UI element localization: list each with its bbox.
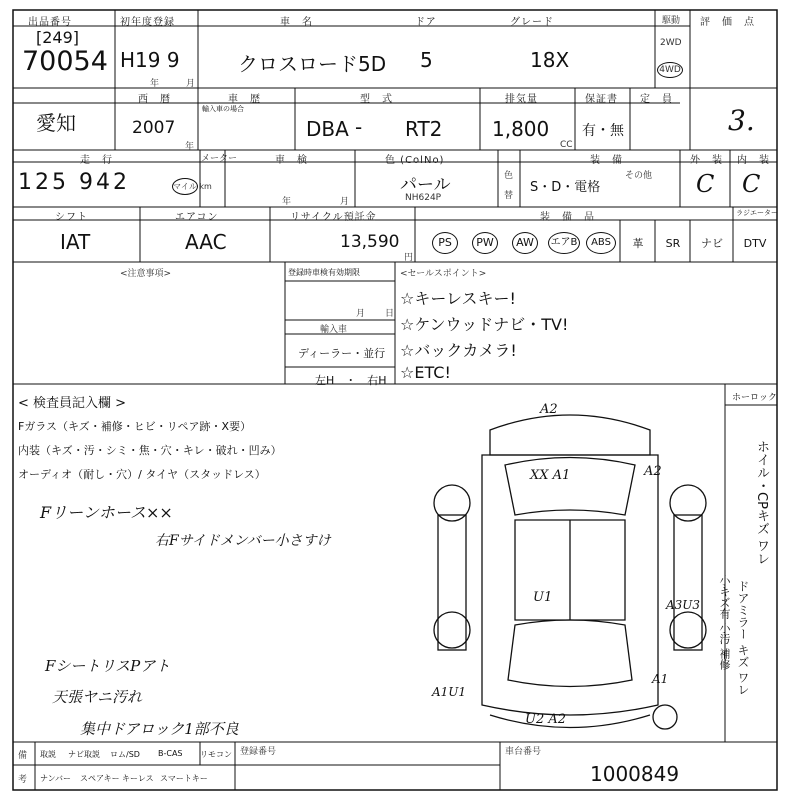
month-unit: 月 <box>186 79 196 89</box>
inspection-nen: 年 <box>282 197 292 207</box>
feature-pw: PW <box>468 226 502 260</box>
hand-note-4: 天張ヤニ汚れ <box>52 688 143 706</box>
feature-aw: AW <box>508 226 542 260</box>
inspection-tsuki: 月 <box>340 197 350 207</box>
inspector-title: < 検査員記入欄 > <box>18 396 127 411</box>
insp-day: 日 <box>385 309 395 319</box>
mark-roof: U1 <box>533 590 553 605</box>
ac-value: AAC <box>185 230 227 254</box>
ac-label: エアコン <box>175 212 219 223</box>
ext-label: 外 装 <box>690 155 723 166</box>
insp-expiry-label: 登録時車検有効期限 <box>288 268 360 277</box>
mileage-unit: マイル km <box>172 178 198 195</box>
footer-side-1: 備 <box>18 751 28 761</box>
model-name: クロスロード5D <box>238 52 387 76</box>
feature-leather: 革 <box>632 237 644 250</box>
reg-label: 登録番号 <box>240 747 277 757</box>
first-reg-label: 初年度登録 <box>120 17 175 28</box>
mark-left-rear: A1U1 <box>432 685 467 699</box>
color-change-b: 替 <box>504 191 514 201</box>
lot-label: 出品番号 <box>28 17 72 28</box>
inbound-label: 輸入車 <box>320 325 348 335</box>
displacement-value: 1,800 <box>492 117 550 141</box>
warranty-label: 保証書 <box>585 94 618 105</box>
shift-value: IAT <box>60 230 91 254</box>
region: 愛知 <box>36 111 76 135</box>
color-change-a: 色 <box>504 171 514 181</box>
year-unit: 年 <box>150 79 160 89</box>
type-label: 型 式 <box>360 94 393 105</box>
year-label: 西 暦 <box>138 94 171 105</box>
hand-note-3: FシートリスPアト <box>45 657 171 675</box>
footer-label-6: ナンバー <box>40 774 72 783</box>
equip-other: その他 <box>625 171 653 181</box>
features-label: 装 備 品 <box>540 212 595 223</box>
inspection-label: 車 検 <box>275 155 308 166</box>
type-dash: - <box>355 115 363 139</box>
feature-navi: ナビ <box>701 237 723 250</box>
footer-label-9: スマートキー <box>160 774 208 783</box>
color-label: 色 (ColNo) <box>385 155 445 166</box>
type-prefix: DBA <box>306 117 349 141</box>
mark-hood: XX A1 <box>530 468 571 483</box>
sales-label: <セールスポイント> <box>400 269 487 279</box>
footer-label-2: ナビ取説 <box>68 750 100 759</box>
feature-abs: ABS <box>584 226 618 260</box>
sales-point-1: ☆キーレスキー! <box>400 289 516 308</box>
color-value: パール <box>400 175 451 195</box>
footer-label-8: キーレス <box>122 774 154 783</box>
warranty-value: 有・無 <box>582 123 624 139</box>
footer-side-2: 考 <box>18 775 28 785</box>
side-label: ホーロック <box>732 393 777 403</box>
footer-label-7: スペアキー <box>80 774 120 783</box>
notes-label: <注意事項> <box>120 269 172 279</box>
year-value: 2007 <box>132 118 176 138</box>
doors-label: ドア <box>415 17 437 28</box>
inspector-line-3: オーディオ（耐し・穴）/ タイヤ（スタッドレス） <box>18 468 266 481</box>
cc-unit: CC <box>560 140 573 150</box>
mark-right-rear: A1 <box>652 672 669 686</box>
mileage-label: 走 行 <box>80 155 113 166</box>
hand-note-1: Fリーンホース×× <box>40 503 173 522</box>
mark-front: A2 <box>540 402 558 417</box>
year-nen: 年 <box>185 142 195 152</box>
feature-dtv: DTV <box>743 236 767 250</box>
model-label: 車 名 <box>280 17 313 28</box>
doors-value: 5 <box>420 48 433 72</box>
footer-label-1: 取説 <box>40 750 56 759</box>
lot-bracket: [249] <box>36 28 80 47</box>
side-text-1: ホイル・CPキズ ワレ <box>754 440 769 566</box>
equip-label: 装 備 <box>590 155 623 166</box>
chassis-label: 車 歴 <box>228 94 261 105</box>
recycle-label: リサイクル預託金 <box>290 212 377 223</box>
shift-label: シフト <box>55 212 88 223</box>
dealer-label: ディーラー・並行 <box>298 347 386 360</box>
insp-month: 月 <box>356 309 366 319</box>
displacement-label: 排気量 <box>505 94 538 105</box>
mileage-value: 125 942 <box>18 170 130 195</box>
side-text-2: ドアミラー キズ ワレ <box>736 580 750 696</box>
score-label: 評 価 点 <box>700 17 755 28</box>
recycle-yen: 円 <box>404 253 414 263</box>
capacity-label: 定 員 <box>640 94 673 105</box>
footer-label-5: リモコン <box>200 750 232 759</box>
inspector-line-1: Fガラス（キズ・補修・ヒビ・リペア跡・X要） <box>18 420 252 433</box>
score-value: 3. <box>728 104 755 137</box>
equip-value: S・D・電格 <box>530 180 601 195</box>
footer-label-3: ロム/SD <box>110 750 140 759</box>
lot-number: 70054 <box>22 46 108 77</box>
mark-right-door: A3U3 <box>666 598 701 612</box>
stock-label: 車台番号 <box>505 747 542 757</box>
feature-airbag: エアB <box>546 226 582 260</box>
drive-2wd: 2WD <box>660 38 682 48</box>
meter-label: メーター <box>201 154 238 164</box>
inspector-line-2: 内装（キズ・汚・シミ・焦・穴・キレ・破れ・凹み） <box>18 444 282 457</box>
footer-label-4: B-CAS <box>158 749 183 758</box>
hand-note-5: 集中ドアロック1部不良 <box>80 720 239 738</box>
stock-number: 1000849 <box>590 762 680 786</box>
mark-rear: U2 A2 <box>525 712 567 727</box>
hand-label: 左H ・ 右H <box>315 374 387 387</box>
side-text-3: 小キズ有 小汚 補修 <box>718 575 731 670</box>
mark-right-front: A2 <box>644 464 662 479</box>
grade-label: グレード <box>510 17 554 28</box>
color-code: NH624P <box>405 193 442 203</box>
sales-point-2: ☆ケンウッドナビ・TV! <box>400 315 569 334</box>
ext-value: C <box>696 170 715 198</box>
chassis-sub: 輸入車の場合 <box>202 105 244 113</box>
sales-point-3: ☆バックカメラ! <box>400 341 517 360</box>
type-code: RT2 <box>405 117 443 141</box>
grade-value: 18X <box>530 48 570 72</box>
sub-label: ラジエーター <box>736 209 778 217</box>
drive-label: 駆動 <box>662 16 681 26</box>
int-label: 内 装 <box>737 155 770 166</box>
feature-ps: PS <box>428 226 462 260</box>
int-value: C <box>742 170 761 198</box>
hand-note-2: 右Fサイドメンバー小さすけ <box>155 533 331 549</box>
first-reg-value: H19 9 <box>120 48 180 72</box>
sales-point-4: ☆ETC! <box>400 363 451 382</box>
recycle-value: 13,590 <box>340 232 400 252</box>
drive-4wd: 4WD <box>657 62 683 78</box>
feature-sr: SR <box>665 236 681 250</box>
